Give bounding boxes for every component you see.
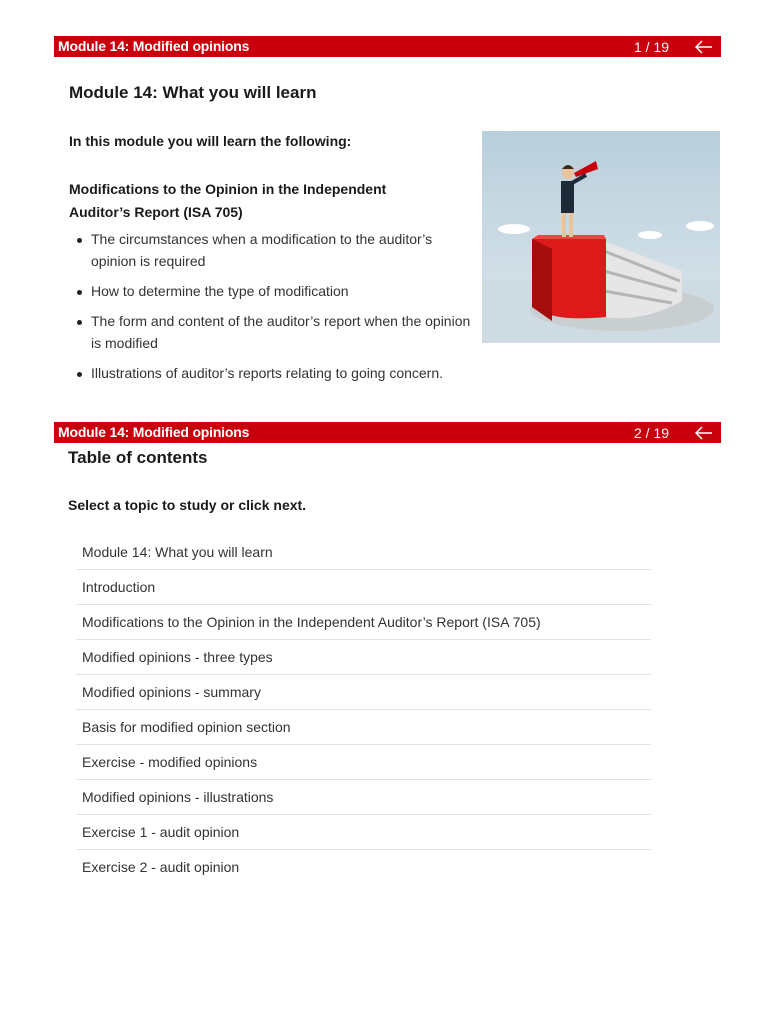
list-item: Illustrations of auditor’s reports relating to going concern. bbox=[91, 362, 481, 384]
module-title: Module 14: Modified opinions bbox=[58, 38, 250, 54]
illustration-image bbox=[482, 131, 720, 343]
toc-item[interactable]: Modified opinions - three types bbox=[76, 640, 651, 675]
toc-item[interactable]: Exercise 2 - audit opinion bbox=[82, 859, 240, 875]
list-item: The form and content of the auditor’s report when the opinion is modified bbox=[91, 310, 481, 354]
module-title: Module 14: Modified opinions bbox=[58, 424, 250, 440]
page-title: Module 14: What you will learn bbox=[69, 83, 317, 102]
toc-item[interactable]: Modifications to the Opinion in the Independent Auditor’s Report (ISA 705) bbox=[76, 605, 651, 640]
list-item: The circumstances when a modification to the auditor’s opinion is required bbox=[91, 228, 481, 272]
section-subheading: Modifications to the Opinion in the Independent Auditor’s Report (ISA 705) bbox=[69, 181, 387, 220]
intro-text: In this module you will learn the following: bbox=[69, 133, 352, 149]
toc-item[interactable]: Introduction bbox=[76, 570, 651, 605]
toc-item[interactable]: Basis for modified opinion section bbox=[76, 710, 651, 745]
page-1-header-bar bbox=[54, 36, 721, 57]
toc-item[interactable]: Modified opinions - summary bbox=[76, 675, 651, 710]
arrow-left-icon[interactable] bbox=[691, 36, 717, 57]
learning-objectives-list bbox=[70, 228, 481, 392]
list-item: How to determine the type of modification bbox=[91, 280, 481, 302]
toc-item[interactable]: Modified opinions - illustrations bbox=[76, 780, 651, 815]
page-title: Table of contents bbox=[68, 448, 208, 467]
arrow-left-icon[interactable] bbox=[691, 422, 717, 443]
toc-item[interactable]: Module 14: What you will learn bbox=[76, 535, 651, 570]
toc-item[interactable]: Exercise - modified opinions bbox=[76, 745, 651, 780]
page-counter: 2 / 19 bbox=[633, 425, 669, 441]
table-of-contents bbox=[76, 535, 651, 884]
toc-item[interactable]: Exercise 1 - audit opinion bbox=[76, 815, 651, 850]
intro-text: Select a topic to study or click next. bbox=[68, 497, 307, 513]
page-2-header-bar bbox=[54, 422, 721, 443]
page-counter: 1 / 19 bbox=[633, 39, 669, 55]
